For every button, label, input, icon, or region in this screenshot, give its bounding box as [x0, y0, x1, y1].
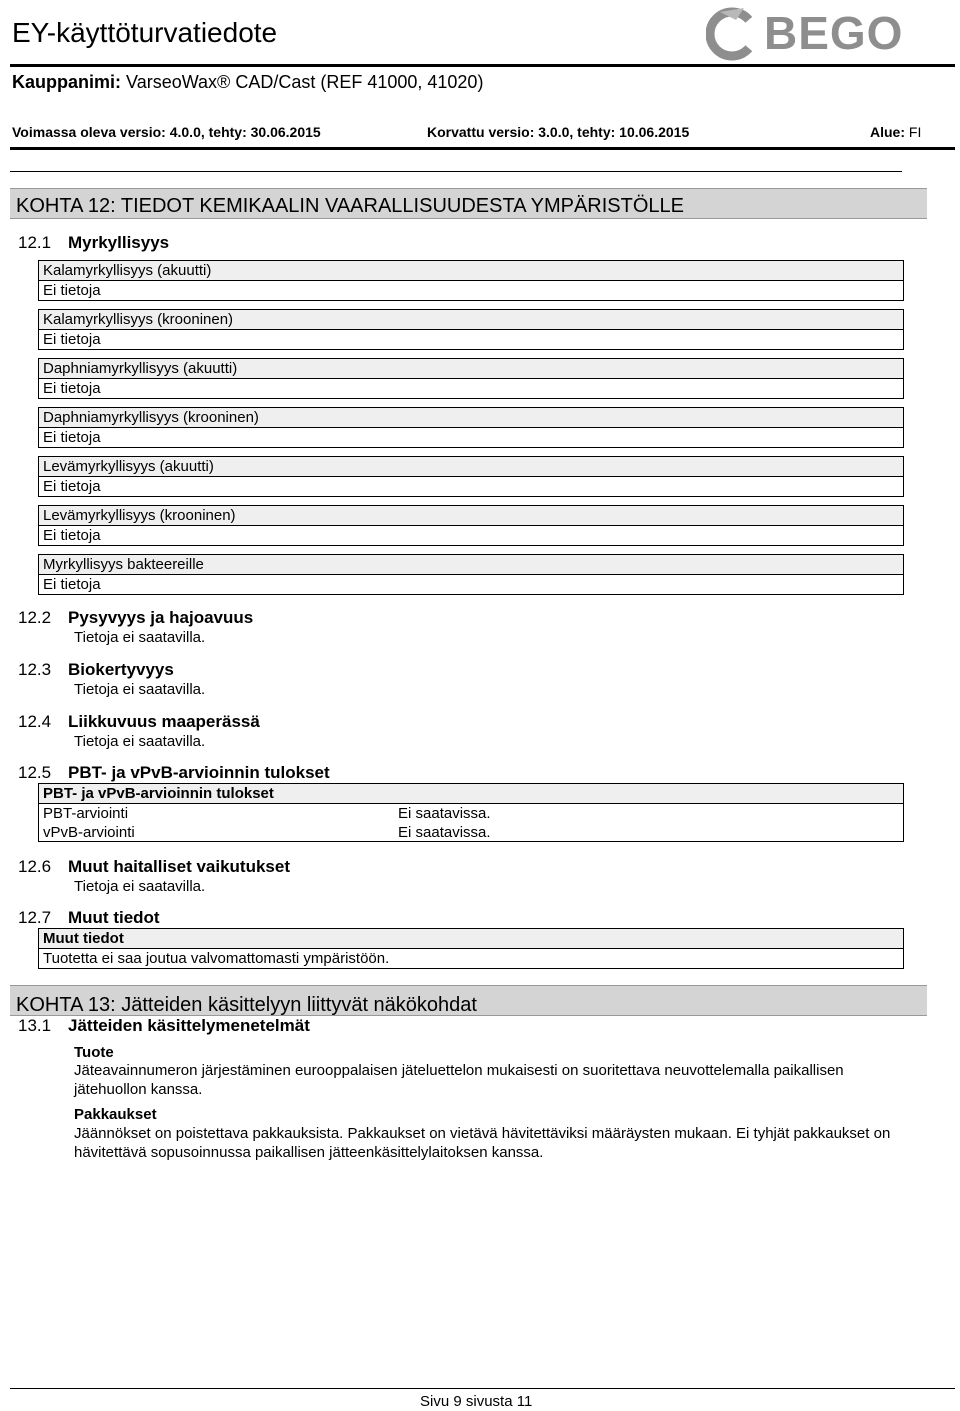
- tox-box: [38, 358, 904, 399]
- subsection-title: Liikkuvuus maaperässä: [68, 712, 260, 731]
- tox-value: Ei tietoja: [43, 478, 101, 495]
- pbt-box: [38, 783, 904, 842]
- section-13-title: KOHTA 13: Jätteiden käsittelyyn liittyvät näkökohdat: [16, 994, 477, 1016]
- subsection-12-3-text: Tietoja ei saatavilla.: [74, 681, 206, 698]
- region: [870, 123, 921, 141]
- trade-name-label: Kauppanimi:: [12, 72, 122, 92]
- subsection-title: Muut haitalliset vaikutukset: [68, 857, 290, 876]
- tox-label: Kalamyrkyllisyys (krooninen): [39, 310, 903, 330]
- subsection-title: Jätteiden käsittelymenetelmät: [68, 1016, 310, 1035]
- version-rule: [10, 147, 955, 150]
- valid-version-value: 4.0.0, tehty: 30.06.2015: [169, 124, 321, 140]
- tox-box: [38, 260, 904, 301]
- tox-value: Ei tietoja: [43, 282, 101, 299]
- pbt-row: [39, 804, 903, 823]
- subsection-12-5-heading: [18, 762, 330, 784]
- pbt-label: PBT-arviointi: [43, 805, 129, 822]
- tox-value: Ei tietoja: [43, 380, 101, 397]
- bego-logo: [706, 4, 926, 64]
- subsection-12-6-text: Tietoja ei saatavilla.: [74, 878, 206, 895]
- subsection-title: Myrkyllisyys: [68, 233, 170, 252]
- subsection-12-2-heading: [18, 607, 253, 629]
- tox-value: Ei tietoja: [43, 429, 101, 446]
- subsection-12-1-heading: [18, 232, 169, 254]
- pbt-label: vPvB-arviointi: [43, 824, 135, 841]
- other-info-box: [38, 928, 904, 969]
- tox-value: Ei tietoja: [43, 576, 101, 593]
- subsection-number: 12.7: [18, 908, 52, 927]
- tox-label: Levämyrkyllisyys (krooninen): [39, 506, 903, 526]
- tox-box: [38, 505, 904, 546]
- tox-value: Ei tietoja: [43, 527, 101, 544]
- subsection-number: 12.2: [18, 608, 52, 627]
- logo-wordmark: BEGO: [764, 7, 904, 59]
- tox-label: Daphniamyrkyllisyys (akuutti): [39, 359, 903, 379]
- revised-version: [427, 123, 689, 141]
- thin-rule: [10, 171, 902, 172]
- trade-name-value: VarseoWax® CAD/Cast (REF 41000, 41020): [126, 72, 484, 92]
- subsection-13-1-heading: [18, 1015, 310, 1037]
- section-13-bar: [10, 985, 927, 1016]
- tox-box: [38, 456, 904, 497]
- other-info-header: Muut tiedot: [39, 929, 903, 949]
- revised-version-label: Korvattu versio:: [427, 124, 535, 140]
- subsection-12-6-heading: [18, 856, 290, 878]
- subsection-number: 12.3: [18, 660, 52, 679]
- subsection-number: 12.5: [18, 763, 52, 782]
- page-number: Sivu 9 sivusta 11: [420, 1393, 533, 1410]
- tox-value: Ei tietoja: [43, 331, 101, 348]
- subsection-number: 12.4: [18, 712, 52, 731]
- packaging-text: Jäännökset on poistettava pakkauksista. Pakkaukset on vietävä hävitettäviksi määräysten mukaan. Ei tyhjät pakkaukset on hävitettävä sopusoinnussa paikallisen jätteenkäsittelylaitoksen kanssa.: [74, 1125, 891, 1161]
- revised-version-value: 3.0.0, tehty: 10.06.2015: [538, 124, 690, 140]
- subsection-title: Muut tiedot: [68, 908, 160, 927]
- valid-version: [12, 123, 321, 141]
- section-12-title: KOHTA 12: TIEDOT KEMIKAALIN VAARALLISUUDESTA YMPÄRISTÖLLE: [16, 195, 684, 217]
- footer-rule: [10, 1388, 955, 1389]
- product-label: Tuote: [74, 1044, 114, 1061]
- document-title: EY-käyttöturvatiedote: [12, 17, 278, 48]
- subsection-title: Biokertyvyys: [68, 660, 174, 679]
- subsection-number: 13.1: [18, 1016, 52, 1035]
- subsection-number: 12.1: [18, 233, 52, 252]
- tox-box: [38, 407, 904, 448]
- pbt-value: Ei saatavissa.: [398, 805, 491, 822]
- packaging-label: Pakkaukset: [74, 1106, 157, 1123]
- tox-box: [38, 554, 904, 595]
- subsection-12-4-text: Tietoja ei saatavilla.: [74, 733, 206, 750]
- subsection-number: 12.6: [18, 857, 52, 876]
- pbt-value: Ei saatavissa.: [398, 824, 491, 841]
- subsection-12-4-heading: [18, 711, 260, 733]
- tox-label: Levämyrkyllisyys (akuutti): [39, 457, 903, 477]
- subsection-title: Pysyvyys ja hajoavuus: [68, 608, 254, 627]
- pbt-row: [39, 823, 903, 842]
- header-rule: [10, 64, 955, 67]
- region-value: FI: [908, 124, 922, 140]
- subsection-12-7-heading: [18, 907, 160, 929]
- product-text: Jäteavainnumeron järjestäminen eurooppalaisen jäteluettelon mukaisesti on suoritettava neuvottelemalla paikallisen jätehuollon kanssa.: [74, 1062, 844, 1098]
- tox-label: Daphniamyrkyllisyys (krooninen): [39, 408, 903, 428]
- pbt-box-header: PBT- ja vPvB-arvioinnin tulokset: [39, 784, 903, 804]
- tox-label: Myrkyllisyys bakteereille: [39, 555, 903, 575]
- region-label: Alue:: [870, 124, 905, 140]
- bego-logo-icon: [706, 6, 758, 62]
- tox-label: Kalamyrkyllisyys (akuutti): [39, 261, 903, 281]
- trade-name-line: [12, 70, 483, 94]
- subsection-title: PBT- ja vPvB-arvioinnin tulokset: [68, 763, 330, 782]
- section-12-bar: [10, 188, 927, 219]
- subsection-12-3-heading: [18, 659, 174, 681]
- subsection-12-2-text: Tietoja ei saatavilla.: [74, 629, 206, 646]
- tox-box: [38, 309, 904, 350]
- other-info-text: Tuotetta ei saa joutua valvomattomasti ympäristöön.: [43, 950, 390, 967]
- valid-version-label: Voimassa oleva versio:: [12, 124, 166, 140]
